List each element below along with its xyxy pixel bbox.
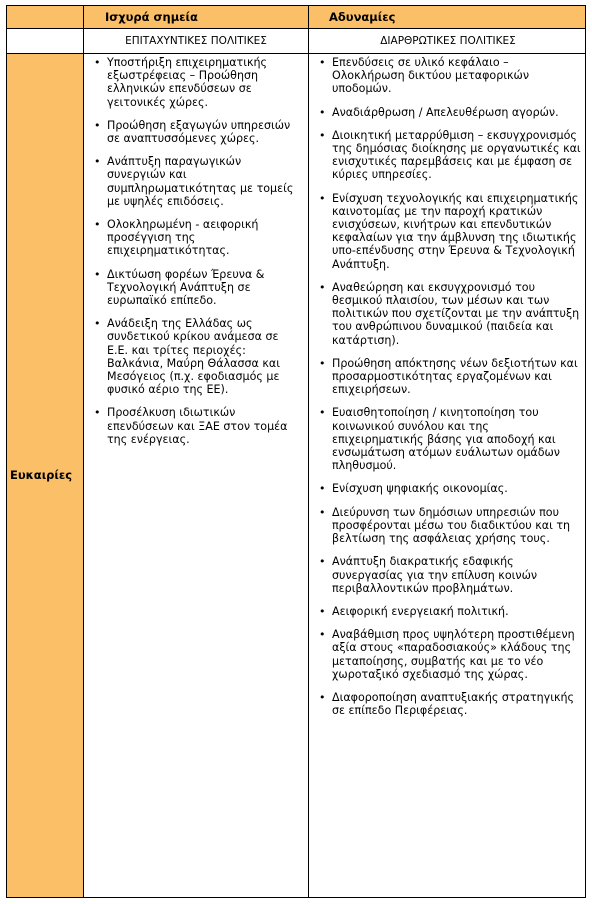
list-item: • Υποστήριξη επιχειρηματικής εξωστρέφειας – Προώθηση ελληνικών επενδύσεων σε γειτονικές χώρες.	[93, 56, 303, 109]
list-item: • Προώθηση εξαγωγών υπηρεσιών σε αναπτυσσόμενες χώρες.	[93, 119, 303, 145]
list-item: • Ολοκληρωμένη - αειφορική προσέγγιση της επιχειρηματικότητας.	[93, 218, 303, 258]
left-bullet-list	[93, 56, 303, 446]
list-item: • Προσέλκυση ιδιωτικών επενδύσεων και ΞΑΕ στον τομέα της ενέργειας.	[93, 406, 303, 446]
left-policy-header: ΕΠΙΤΑΧΥΝΤΙΚΕΣ ΠΟΛΙΤΙΚΕΣ	[125, 35, 267, 47]
right-bullet-list	[318, 56, 582, 717]
list-item: • Διοικητική μεταρρύθμιση – εκσυγχρονισμός της δημόσιας διοίκησης με οργανωτικές και ενισχυτικές παρεμβάσεις και με έμφαση σε κύριες υπηρεσίες.	[318, 129, 582, 182]
list-item: • Αναβάθμιση προς υψηλότερη προστιθέμενη αξία στους «παραδοσιακούς» κλάδους της μεταποίησης, συμβατής και με το νέο χωροταξικό σχεδιασμό της χώρας.	[318, 628, 582, 681]
list-item: • Ανάδειξη της Ελλάδας ως συνδετικού κρίκου ανάμεσα σε Ε.Ε. και τρίτες περιοχές: Βαλκάνια, Μαύρη Θάλασσα και Μεσόγειος (π.χ. εφοδιασμός με φυσικό αέριο της ΕΕ).	[93, 317, 303, 396]
list-item: • Διαφοροποίηση αναπτυξιακής στρατηγικής σε επίπεδο Περιφέρειας.	[318, 691, 582, 717]
list-item: • Ανάπτυξη παραγωγικών συνεργιών και συμπληρωματικότητας με τομείς με υψηλές επιδόσεις.	[93, 155, 303, 208]
right-policy-header: ΔΙΑΡΘΡΩΤΙΚΕΣ ΠΟΛΙΤΙΚΕΣ	[380, 35, 516, 47]
weaknesses-header: Αδυναμίες	[329, 10, 396, 24]
list-item: • Ανάπτυξη διακρατικής εδαφικής συνεργασίας για την επίλυση κοινών περιβαλλοντικών προβλημάτων.	[318, 555, 582, 595]
list-item: • Δικτύωση φορέων Έρευνα & Τεχνολογική Ανάπτυξη σε ευρωπαϊκό επίπεδο.	[93, 268, 303, 308]
column-divider-2	[308, 6, 309, 897]
list-item: • Ενίσχυση τεχνολογικής και επιχειρηματικής καινοτομίας με την παροχή κρατικών ενισχύσεων, κινήτρων και επενδυτικών κεφαλαίων για την άμβλυνση της ιδιωτικής υπο-επένδυσης στην Έρευνα & Τεχνολογική Ανάπτυξη.	[318, 192, 582, 271]
right-column	[318, 56, 582, 727]
left-column	[93, 56, 303, 456]
policy-header-row	[7, 29, 585, 54]
swot-table	[6, 5, 586, 898]
list-item: • Διεύρυνση των δημόσιων υπηρεσιών που προσφέρονται μέσω του διαδικτύου και τη βελτίωση της ασφάλειας χρήσης τους.	[318, 506, 582, 546]
header-row	[7, 6, 585, 29]
list-item: • Αναδιάρθρωση / Απελευθέρωση αγορών.	[318, 106, 582, 119]
opportunities-label: Ευκαιρίες	[10, 468, 73, 482]
strengths-header: Ισχυρά σημεία	[105, 10, 198, 24]
list-item: • Ευαισθητοποίηση / κινητοποίηση του κοινωνικού συνόλου και της επιχειρηματικής βάσης για αποδοχή και ενσωμάτωση ατόμων ευάλωτων ομάδων πληθυσμού.	[318, 406, 582, 472]
list-item: • Αειφορική ενεργειακή πολιτική.	[318, 605, 582, 618]
list-item: • Ενίσχυση ψηφιακής οικονομίας.	[318, 482, 582, 495]
list-item: • Προώθηση απόκτησης νέων δεξιοτήτων και προσαρμοστικότητας εργαζομένων και επιχειρήσεων.	[318, 357, 582, 397]
opportunities-cell	[7, 54, 83, 897]
list-item: • Επενδύσεις σε υλικό κεφάλαιο – Ολοκλήρωση δικτύου μεταφορικών υποδομών.	[318, 56, 582, 96]
list-item: • Αναθεώρηση και εκσυγχρονισμό του θεσμικού πλαισίου, των μέσων και των πολιτικών που σχετίζονται με την ανάπτυξη του ανθρώπινου δυναμικού (παιδεία και κατάρτιση).	[318, 281, 582, 347]
column-divider-1	[83, 6, 84, 897]
